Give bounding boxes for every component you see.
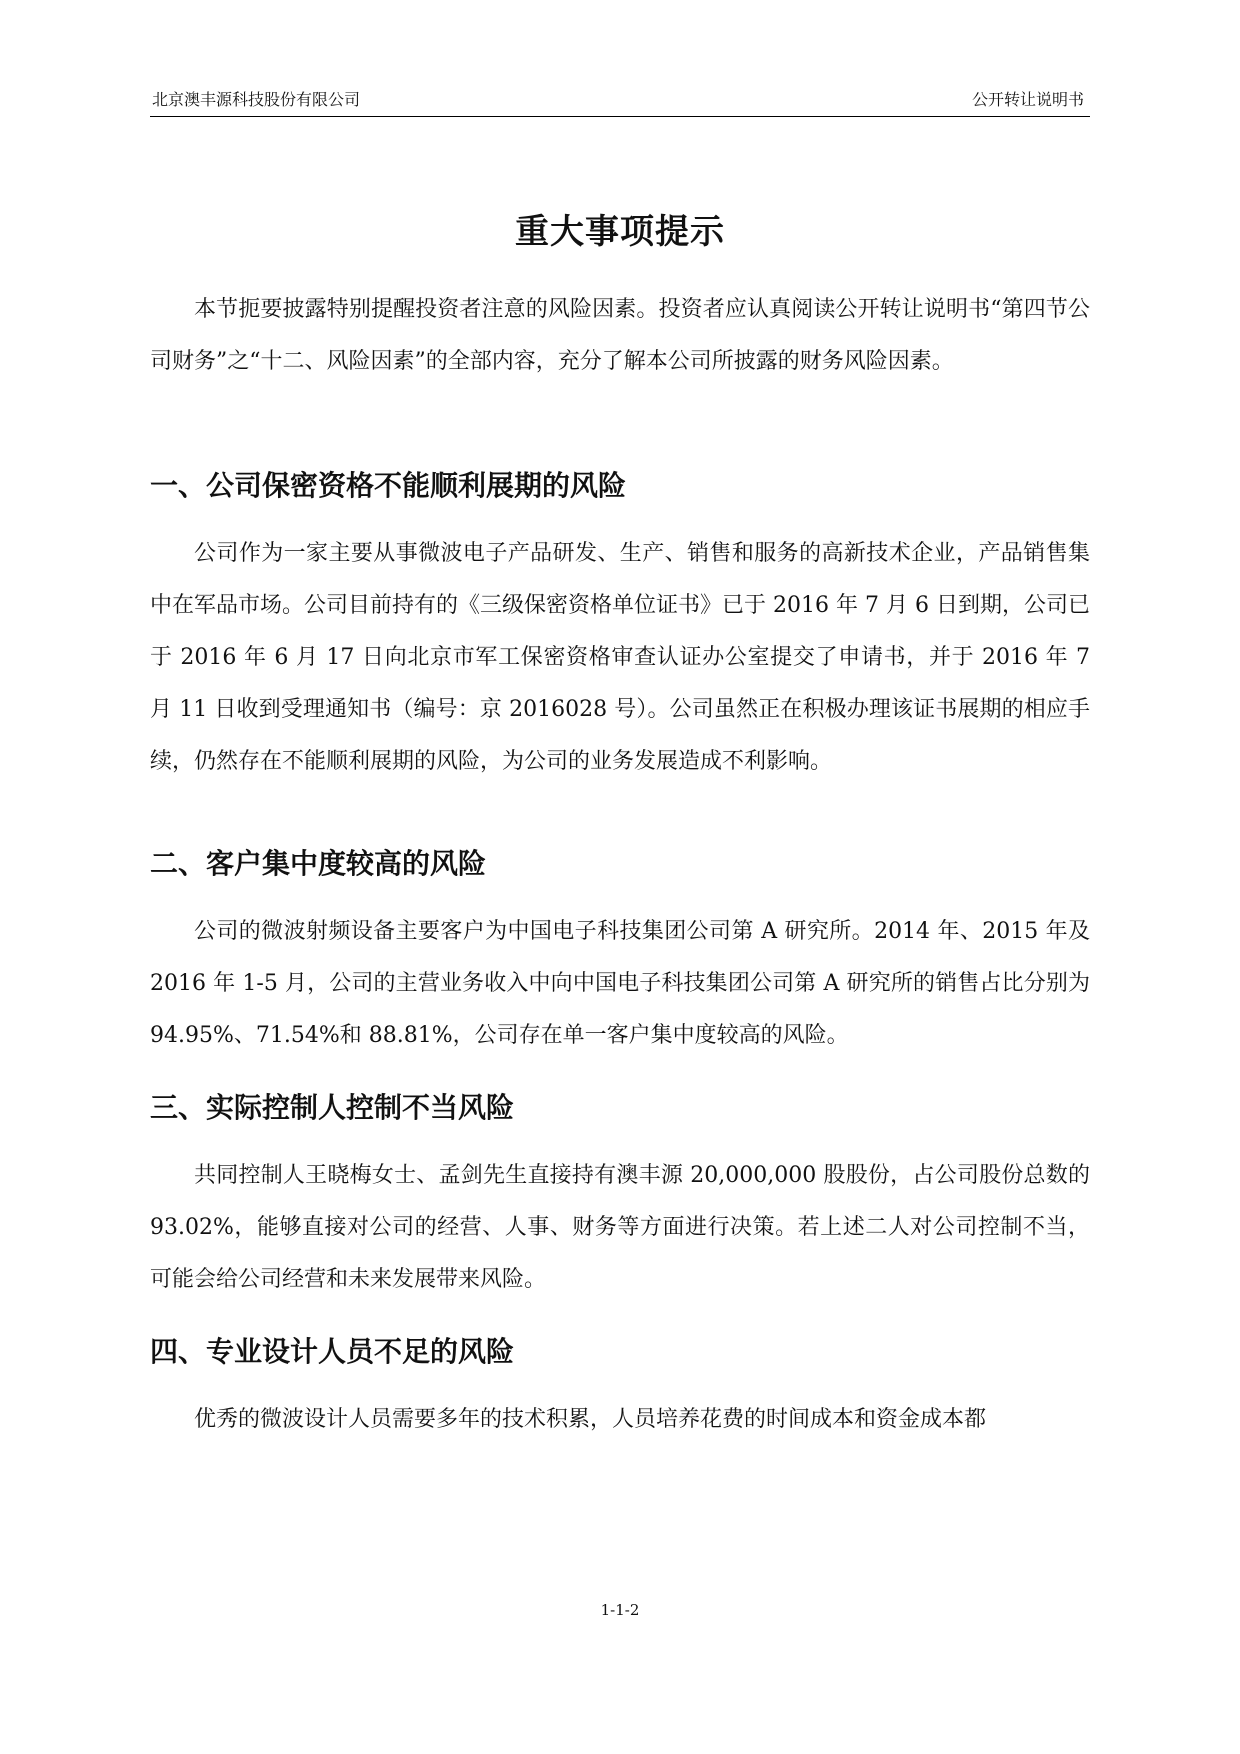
section-heading-2: 二、客户集中度较高的风险 — [150, 847, 487, 880]
section-body-3: 共同控制人王晓梅女士、孟剑先生直接持有澳丰源 20,000,000 股股份，占公司股份总数的 93.02%，能够直接对公司的经营、人事、财务等方面进行决策。若上述二人对公司控制不当，可能会给公司经营和未来发展带来风险。 — [150, 1163, 1090, 1292]
page-header — [150, 86, 1090, 117]
section-body-2: 公司的微波射频设备主要客户为中国电子科技集团公司第 A 研究所。2014 年、2015 年及 2016 年 1-5 月，公司的主营业务收入中向中国电子科技集团公司第 A 研究所的销售占比分别为 94.95%、71.54%和 88.81%，公司存在单一客户集中度较高的风险。 — [150, 919, 1090, 1048]
section-heading-3: 三、实际控制人控制不当风险 — [150, 1091, 515, 1124]
section-heading-4: 四、专业设计人员不足的风险 — [150, 1335, 515, 1368]
page-title: 重大事项提示 — [515, 212, 725, 252]
section-body-1: 公司作为一家主要从事微波电子产品研发、生产、销售和服务的高新技术企业，产品销售集中在军品市场。公司目前持有的《三级保密资格单位证书》已于 2016 年 7 月 6 日到期，公司已于 2016 年 6 月 17 日向北京市军工保密资格审查认证办公室提交了申请书，并于 2016 年 7 月 11 日收到受理通知书（编号：京 2016028 号）。公司虽然正在积极办理该证书展期的相应手续，仍然存在不能顺利展期的风险，为公司的业务发展造成不利影响。 — [150, 541, 1090, 774]
section-body-4: 优秀的微波设计人员需要多年的技术积累，人员培养花费的时间成本和资金成本都 — [194, 1407, 987, 1432]
page-number: 1-1-2 — [600, 1601, 640, 1619]
header-document-type: 公开转让说明书 — [971, 90, 1084, 109]
header-company-name: 北京澳丰源科技股份有限公司 — [152, 90, 361, 109]
intro-paragraph: 本节扼要披露特别提醒投资者注意的风险因素。投资者应认真阅读公开转让说明书“第四节公司财务”之“十二、风险因素”的全部内容，充分了解本公司所披露的财务风险因素。 — [150, 297, 1090, 374]
section-heading-1: 一、公司保密资格不能顺利展期的风险 — [150, 469, 627, 502]
